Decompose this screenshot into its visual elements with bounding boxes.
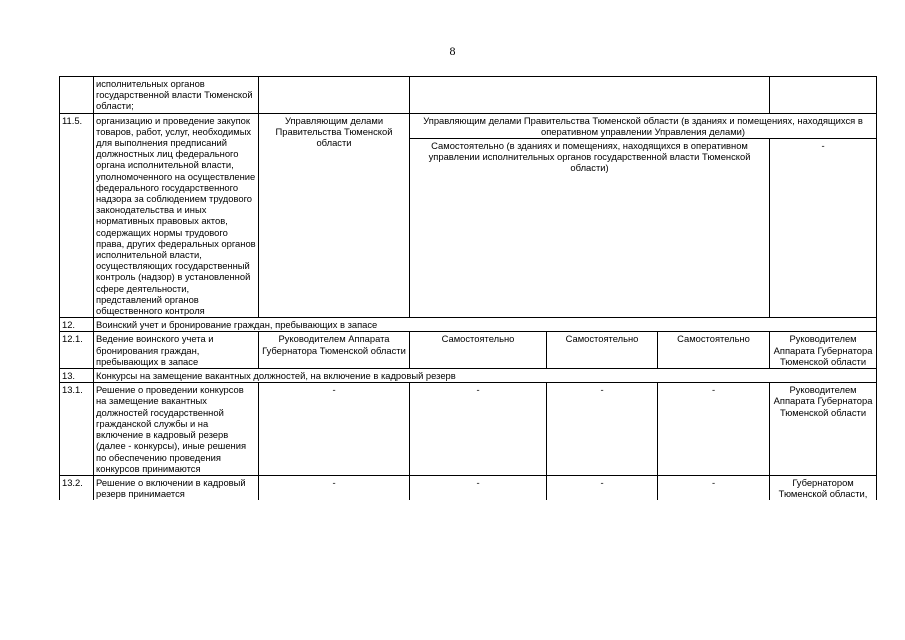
section-heading: Воинский учет и бронирование граждан, пребывающих в запасе xyxy=(94,318,877,332)
cell-col5: Самостоятельно xyxy=(658,332,770,369)
cell-num: 13. xyxy=(60,369,94,383)
cell-span-top: Управляющим делами Правительства Тюменской области (в зданиях и помещениях, находящихся в оперативном управлении Управления делами) xyxy=(410,113,877,138)
cell-col4: Самостоятельно xyxy=(547,332,658,369)
table-row-11-5-top xyxy=(60,113,877,138)
cell-num: 12.1. xyxy=(60,332,94,369)
cell-num xyxy=(60,77,94,114)
cell-col4: - xyxy=(547,383,658,476)
cell-col3-5 xyxy=(410,77,770,114)
cell-text: Решение о проведении конкурсов на замещение вакантных должностей государственной гражданской службы и на включение в кадровый резерв (далее - конкурсы), иные решения по обеспечению проведения конкурсов принимаются xyxy=(94,383,259,476)
cell-text: организацию и проведение закупок товаров, работ, услуг, необходимых для выполнения предписаний должностных лиц федерального органа исполнительной власти, уполномоченного на осуществление федерального государственного надзора за соблюдением трудового законодательства и иных нормативных правовых актов, содержащих нормы трудового права, других федеральных органов исполнительной власти, осуществляющих государственный контроль (надзор) в установленной сфере деятельности, представлений органов общественного контроля xyxy=(94,113,259,318)
cell-col2: - xyxy=(259,383,410,476)
table-row-13-2 xyxy=(60,475,877,500)
cell-span-bottom: Самостоятельно (в зданиях и помещениях, находящихся в оперативном управлении исполнительных органов государственной власти Тюменской области) xyxy=(410,139,770,318)
authority-table xyxy=(59,76,877,500)
cell-col6 xyxy=(770,77,877,114)
table-row-section-12 xyxy=(60,318,877,332)
cell-col5: - xyxy=(658,475,770,500)
cell-col3: - xyxy=(410,383,547,476)
cell-text: Ведение воинского учета и бронирования граждан, пребывающих в запасе xyxy=(94,332,259,369)
table-row-13-1 xyxy=(60,383,877,476)
cell-num: 13.1. xyxy=(60,383,94,476)
cell-col2 xyxy=(259,77,410,114)
cell-col3: - xyxy=(410,475,547,500)
cell-col4: - xyxy=(547,475,658,500)
section-heading: Конкурсы на замещение вакантных должностей, на включение в кадровый резерв xyxy=(94,369,877,383)
table-row-section-13 xyxy=(60,369,877,383)
cell-col6: Руководителем Аппарата Губернатора Тюменской области xyxy=(770,383,877,476)
cell-num: 12. xyxy=(60,318,94,332)
cell-col6: - xyxy=(770,139,877,318)
cell-col3: Самостоятельно xyxy=(410,332,547,369)
table-row-12-1 xyxy=(60,332,877,369)
cell-text: исполнительных органов государственной власти Тюменской области; xyxy=(94,77,259,114)
cell-num: 13.2. xyxy=(60,475,94,500)
table-row-continuation xyxy=(60,77,877,114)
cell-col6: Руководителем Аппарата Губернатора Тюменской области xyxy=(770,332,877,369)
page-number: 8 xyxy=(449,44,456,58)
cell-text: Решение о включении в кадровый резерв принимается xyxy=(94,475,259,500)
cell-col2: Руководителем Аппарата Губернатора Тюменской области xyxy=(259,332,410,369)
cell-col6: Губернатором Тюменской области, xyxy=(770,475,877,500)
cell-col5: - xyxy=(658,383,770,476)
cell-col2: Управляющим делами Правительства Тюменской области xyxy=(259,113,410,318)
cell-num: 11.5. xyxy=(60,113,94,318)
cell-col2: - xyxy=(259,475,410,500)
